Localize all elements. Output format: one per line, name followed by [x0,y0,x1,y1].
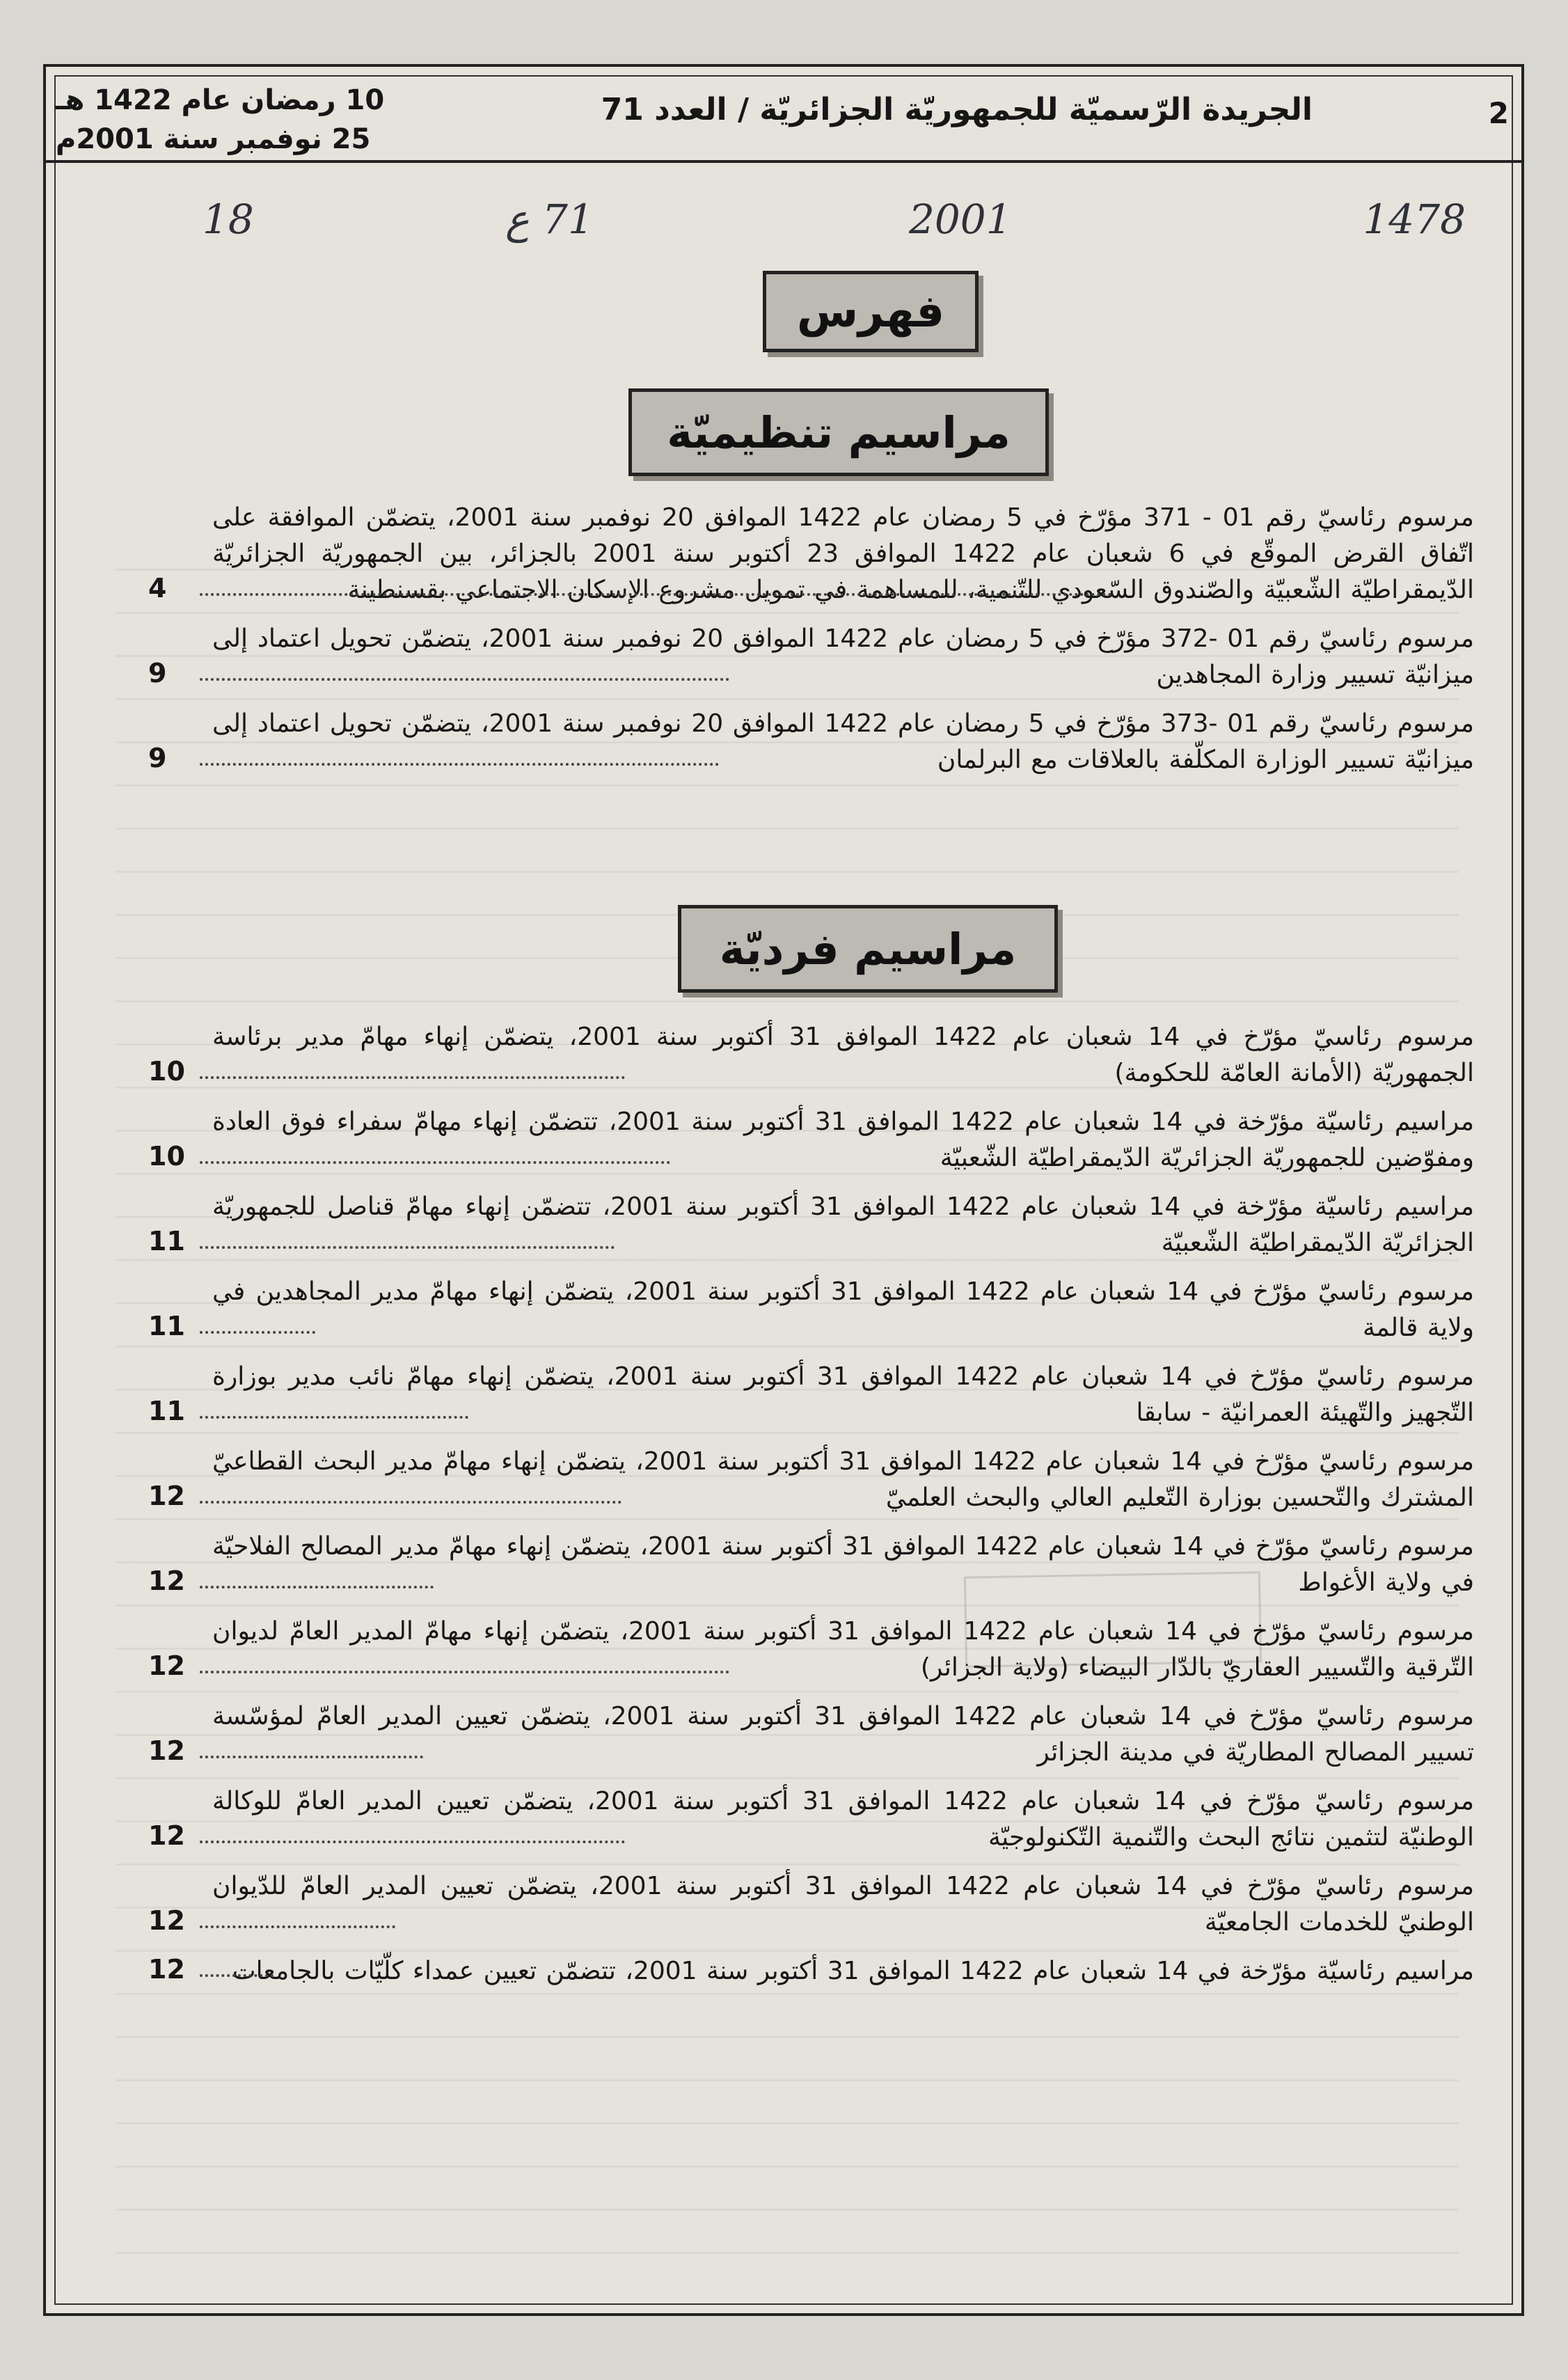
individual-decree-entry [148,1953,1474,1989]
individual-decree-entry [148,1359,1474,1431]
gregorian-date: 25 نوفمبر سنة 2001م [56,123,371,155]
journal-header [46,67,1521,163]
entry-page-number: 10 [148,1141,185,1172]
individual-decree-entry [148,1699,1474,1771]
individual-decree-entry [148,1019,1474,1092]
individual-decrees-list [148,1019,1474,2002]
entry-page-number: 11 [148,1311,185,1341]
journal-title: الجريدة الرّسميّة للجمهوريّة الجزائريّة / العدد 71 [601,92,1313,127]
entry-page-number: 4 [148,573,167,604]
entry-text: مراسيم رئاسيّة مؤرّخة في 14 شعبان عام 1422 الموافق 31 أكتوبر سنة 2001، تتضمّن تعيين عمداء كلّيّات بالجامعات [232,1957,1474,1985]
entry-text: مرسوم رئاسيّ مؤرّخ في 14 شعبان عام 1422 الموافق 31 أكتوبر سنة 2001، يتضمّن إنهاء مهامّ مدير البحث القطاعيّ المشترك والتّحسين بوزارة التّعليم العالي والبحث العلميّ [212,1447,1474,1512]
regulatory-decrees-title: مراسيم تنظيميّة [667,407,1011,458]
individual-decrees-title-box [678,905,1058,993]
issue-date [56,81,384,159]
individual-decrees-title: مراسيم فرديّة [719,923,1017,975]
individual-decree-entry [148,1104,1474,1176]
entry-page-number: 12 [148,1481,185,1511]
entry-text: مرسوم رئاسيّ مؤرّخ في 14 شعبان عام 1422 الموافق 31 أكتوبر سنة 2001، يتضمّن إنهاء مهامّ مدير المجاهدين في ولاية قالمة [212,1277,1474,1342]
regulatory-decree-entry [148,706,1474,778]
individual-decree-entry [148,1614,1474,1686]
entry-page-number: 11 [148,1226,185,1256]
entry-text: مرسوم رئاسيّ رقم 01 - 371 مؤرّخ في 5 رمضان عام 1422 الموافق 20 نوفمبر سنة 2001، يتضمّن الموافقة على اتّفاق القرض الموقّع في 6 شعبان عام 1422 الموافق 23 أكتوبر سنة 2001 بالجزائر، بين الجمهوريّة الجزائريّة الدّيمقراطيّة الشّعبيّة والصّندوق السّعودي للتّنمية، للمساهمة في تمويل مشروع الإسكان الاجتماعي بقسنطينة [212,503,1474,604]
index-title: فهرس [796,285,945,338]
entry-page-number: 9 [148,743,167,773]
entry-page-number: 12 [148,1905,185,1936]
regulatory-decrees-list [148,500,1474,791]
journal-page [43,64,1524,2316]
entry-page-number: 12 [148,1820,185,1851]
individual-decree-entry [148,1189,1474,1261]
entry-page-number: 9 [148,658,167,688]
individual-decree-entry [148,1529,1474,1601]
index-title-box [763,271,979,352]
entry-text: مرسوم رئاسيّ مؤرّخ في 14 شعبان عام 1422 الموافق 31 أكتوبر سنة 2001، يتضمّن إنهاء مهامّ مدير برئاسة الجمهوريّة (الأمانة العامّة للحكومة) [212,1023,1474,1087]
entry-text: مرسوم رئاسيّ مؤرّخ في 14 شعبان عام 1422 الموافق 31 أكتوبر سنة 2001، يتضمّن إنهاء مهامّ نائب مدير بوزارة التّجهيز والتّهيئة العمرانيّة - سابقا [212,1362,1474,1427]
entry-text: مرسوم رئاسيّ رقم 01 -372 مؤرّخ في 5 رمضان عام 1422 الموافق 20 نوفمبر سنة 2001، يتضمّن تحويل اعتماد إلى ميزانيّة تسيير وزارة المجاهدين [212,624,1474,689]
regulatory-decree-entry [148,500,1474,608]
entry-page-number: 12 [148,1954,185,1985]
handwritten-number: 1478 [1363,196,1466,243]
page-number: 2 [1488,96,1509,130]
handwritten-issue: 71 ع [505,196,594,243]
entry-text: مرسوم رئاسيّ مؤرّخ في 14 شعبان عام 1422 الموافق 31 أكتوبر سنة 2001، يتضمّن إنهاء مهامّ المدير العامّ لديوان التّرقية والتّسيير العقاريّ بالدّار البيضاء (ولاية الجزائر) [212,1617,1474,1682]
individual-decree-entry [148,1783,1474,1856]
individual-decree-entry [148,1868,1474,1941]
entry-page-number: 10 [148,1056,185,1087]
entry-page-number: 12 [148,1650,185,1681]
entry-text: مراسيم رئاسيّة مؤرّخة في 14 شعبان عام 1422 الموافق 31 أكتوبر سنة 2001، تتضمّن إنهاء مهامّ قناصل للجمهوريّة الجزائريّة الدّيمقراطيّة الشّعبيّة [212,1192,1474,1257]
hijri-date: 10 رمضان عام 1422 هـ [56,84,385,116]
entry-text: مرسوم رئاسيّ رقم 01 -373 مؤرّخ في 5 رمضان عام 1422 الموافق 20 نوفمبر سنة 2001، يتضمّن تحويل اعتماد إلى ميزانيّة تسيير الوزارة المكلّفة بالعلاقات مع البرلمان [212,709,1474,774]
regulatory-decrees-title-box [628,388,1049,476]
entry-page-number: 12 [148,1735,185,1766]
entry-text: مرسوم رئاسيّ مؤرّخ في 14 شعبان عام 1422 الموافق 31 أكتوبر سنة 2001، يتضمّن تعيين المدير العامّ للوكالة الوطنيّة لتثمين نتائج البحث والتّنمية التّكنولوجيّة [212,1787,1474,1852]
entry-page-number: 11 [148,1396,185,1426]
entry-text: مراسيم رئاسيّة مؤرّخة في 14 شعبان عام 1422 الموافق 31 أكتوبر سنة 2001، تتضمّن إنهاء مهامّ سفراء فوق العادة ومفوّضين للجمهوريّة الجزائريّة الدّيمقراطيّة الشّعبيّة [212,1108,1474,1172]
entry-text: مرسوم رئاسيّ مؤرّخ في 14 شعبان عام 1422 الموافق 31 أكتوبر سنة 2001، يتضمّن تعيين المدير العامّ للدّيوان الوطنيّ للخدمات الجامعيّة [212,1872,1474,1937]
individual-decree-entry [148,1444,1474,1516]
individual-decree-entry [148,1274,1474,1346]
handwritten-page: 18 [203,196,254,243]
regulatory-decree-entry [148,621,1474,693]
entry-text: مرسوم رئاسيّ مؤرّخ في 14 شعبان عام 1422 الموافق 31 أكتوبر سنة 2001، يتضمّن تعيين المدير العامّ لمؤسّسة تسيير المصالح المطاريّة في مدينة الجزائر [212,1702,1474,1767]
entry-text: مرسوم رئاسيّ مؤرّخ في 14 شعبان عام 1422 الموافق 31 أكتوبر سنة 2001، يتضمّن إنهاء مهامّ مدير المصالح الفلاحيّة في ولاية الأغواط [212,1532,1474,1597]
handwritten-year: 2001 [909,196,1012,243]
entry-page-number: 12 [148,1566,185,1596]
